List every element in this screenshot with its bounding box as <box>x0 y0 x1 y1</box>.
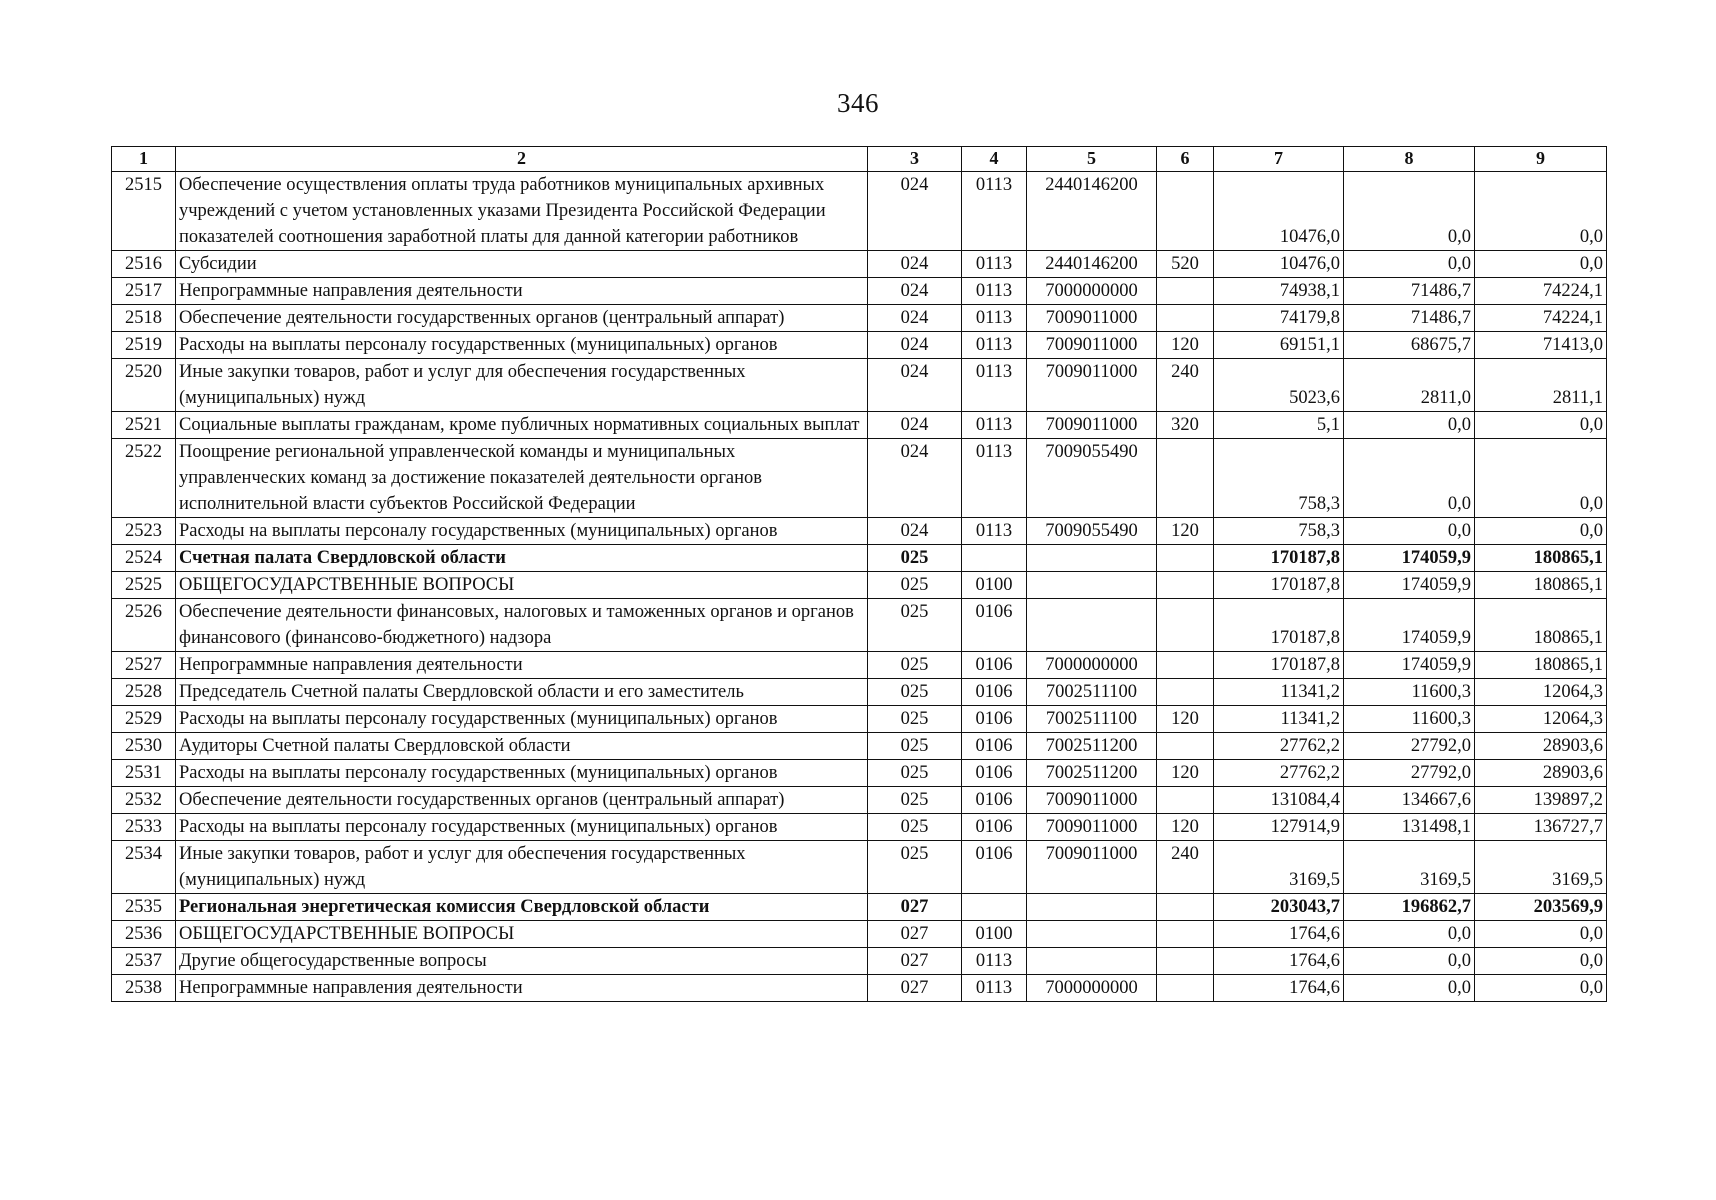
row-col-7: 170187,8 <box>1214 572 1344 599</box>
row-col-5: 7009011000 <box>1027 305 1157 332</box>
row-col-6: 120 <box>1157 518 1214 545</box>
row-col-5: 7009011000 <box>1027 332 1157 359</box>
table-row <box>112 599 1607 652</box>
row-name: ОБЩЕГОСУДАРСТВЕННЫЕ ВОПРОСЫ <box>176 921 868 948</box>
row-col-4: 0113 <box>962 518 1027 545</box>
row-col-8: 11600,3 <box>1344 706 1475 733</box>
row-col-6 <box>1157 278 1214 305</box>
row-col-5 <box>1027 599 1157 652</box>
row-col-9: 0,0 <box>1475 412 1607 439</box>
row-col-3: 025 <box>868 679 962 706</box>
row-col-6 <box>1157 305 1214 332</box>
row-col-3: 025 <box>868 599 962 652</box>
row-col-4: 0100 <box>962 572 1027 599</box>
row-col-9: 180865,1 <box>1475 572 1607 599</box>
row-name: Расходы на выплаты персоналу государственных (муниципальных) органов <box>176 518 868 545</box>
table-header-row <box>112 147 1607 172</box>
row-number: 2517 <box>112 278 176 305</box>
row-number: 2538 <box>112 975 176 1002</box>
row-number: 2528 <box>112 679 176 706</box>
row-col-8: 3169,5 <box>1344 841 1475 894</box>
row-col-3: 024 <box>868 518 962 545</box>
row-name: Иные закупки товаров, работ и услуг для обеспечения государственных (муниципальных) нужд <box>176 359 868 412</box>
row-col-6 <box>1157 599 1214 652</box>
row-col-8: 196862,7 <box>1344 894 1475 921</box>
row-col-4: 0113 <box>962 359 1027 412</box>
row-col-7: 5,1 <box>1214 412 1344 439</box>
row-col-4: 0113 <box>962 305 1027 332</box>
row-col-4: 0113 <box>962 172 1027 251</box>
table-row <box>112 278 1607 305</box>
row-col-3: 024 <box>868 278 962 305</box>
table-row <box>112 948 1607 975</box>
row-number: 2536 <box>112 921 176 948</box>
row-col-7: 10476,0 <box>1214 251 1344 278</box>
row-col-4: 0106 <box>962 787 1027 814</box>
row-col-9: 74224,1 <box>1475 305 1607 332</box>
row-name: Региональная энергетическая комиссия Свердловской области <box>176 894 868 921</box>
row-number: 2520 <box>112 359 176 412</box>
row-col-9: 0,0 <box>1475 251 1607 278</box>
row-col-7: 74938,1 <box>1214 278 1344 305</box>
row-col-5: 7009011000 <box>1027 841 1157 894</box>
row-number: 2535 <box>112 894 176 921</box>
row-col-5 <box>1027 545 1157 572</box>
row-col-9: 0,0 <box>1475 921 1607 948</box>
row-col-6 <box>1157 733 1214 760</box>
header-col-2: 2 <box>176 147 868 172</box>
page-number: 346 <box>837 88 879 118</box>
row-col-6: 240 <box>1157 841 1214 894</box>
row-col-3: 024 <box>868 359 962 412</box>
row-col-5 <box>1027 921 1157 948</box>
row-col-6: 240 <box>1157 359 1214 412</box>
row-col-7: 170187,8 <box>1214 599 1344 652</box>
row-col-8: 0,0 <box>1344 975 1475 1002</box>
row-col-7: 11341,2 <box>1214 706 1344 733</box>
row-col-9: 12064,3 <box>1475 706 1607 733</box>
row-col-8: 71486,7 <box>1344 305 1475 332</box>
row-col-9: 74224,1 <box>1475 278 1607 305</box>
row-col-6: 120 <box>1157 760 1214 787</box>
row-col-3: 025 <box>868 706 962 733</box>
row-col-4: 0113 <box>962 439 1027 518</box>
row-name: Обеспечение деятельности государственных органов (центральный аппарат) <box>176 787 868 814</box>
row-col-7: 5023,6 <box>1214 359 1344 412</box>
row-col-8: 0,0 <box>1344 439 1475 518</box>
table-row <box>112 572 1607 599</box>
row-col-4: 0113 <box>962 332 1027 359</box>
row-number: 2534 <box>112 841 176 894</box>
row-col-3: 024 <box>868 251 962 278</box>
row-col-3: 025 <box>868 652 962 679</box>
row-col-7: 10476,0 <box>1214 172 1344 251</box>
row-col-4: 0106 <box>962 760 1027 787</box>
table-row <box>112 679 1607 706</box>
row-col-6: 120 <box>1157 814 1214 841</box>
row-number: 2524 <box>112 545 176 572</box>
header-col-3: 3 <box>868 147 962 172</box>
row-col-9: 0,0 <box>1475 518 1607 545</box>
row-col-5 <box>1027 572 1157 599</box>
row-number: 2515 <box>112 172 176 251</box>
row-col-8: 174059,9 <box>1344 545 1475 572</box>
row-col-3: 024 <box>868 332 962 359</box>
row-col-7: 11341,2 <box>1214 679 1344 706</box>
row-col-4: 0113 <box>962 975 1027 1002</box>
row-col-9: 71413,0 <box>1475 332 1607 359</box>
row-name: Поощрение региональной управленческой команды и муниципальных управленческих команд за достижение показателей деятельности органов исполнительной власти субъектов Российской Федерации <box>176 439 868 518</box>
header-col-1: 1 <box>112 147 176 172</box>
row-name: Расходы на выплаты персоналу государственных (муниципальных) органов <box>176 332 868 359</box>
row-col-7: 203043,7 <box>1214 894 1344 921</box>
row-col-5 <box>1027 894 1157 921</box>
row-name: Субсидии <box>176 251 868 278</box>
row-name: Другие общегосударственные вопросы <box>176 948 868 975</box>
row-col-8: 174059,9 <box>1344 599 1475 652</box>
row-col-3: 025 <box>868 760 962 787</box>
row-col-3: 025 <box>868 733 962 760</box>
table-row <box>112 172 1607 251</box>
header-col-9: 9 <box>1475 147 1607 172</box>
row-col-8: 27792,0 <box>1344 733 1475 760</box>
row-col-5: 7000000000 <box>1027 278 1157 305</box>
row-col-4: 0106 <box>962 599 1027 652</box>
row-col-5: 2440146200 <box>1027 172 1157 251</box>
header-col-6: 6 <box>1157 147 1214 172</box>
row-name: Непрограммные направления деятельности <box>176 652 868 679</box>
row-col-3: 027 <box>868 894 962 921</box>
header-col-4: 4 <box>962 147 1027 172</box>
row-col-4: 0113 <box>962 251 1027 278</box>
row-col-5: 7002511100 <box>1027 679 1157 706</box>
row-col-7: 1764,6 <box>1214 921 1344 948</box>
table-row <box>112 894 1607 921</box>
row-name: Расходы на выплаты персоналу государственных (муниципальных) органов <box>176 814 868 841</box>
table-row <box>112 359 1607 412</box>
row-col-6 <box>1157 439 1214 518</box>
header-col-5: 5 <box>1027 147 1157 172</box>
row-name: Непрограммные направления деятельности <box>176 975 868 1002</box>
row-number: 2523 <box>112 518 176 545</box>
row-col-9: 28903,6 <box>1475 760 1607 787</box>
row-col-4: 0106 <box>962 679 1027 706</box>
row-col-7: 127914,9 <box>1214 814 1344 841</box>
row-col-6 <box>1157 679 1214 706</box>
row-col-3: 027 <box>868 921 962 948</box>
row-col-3: 025 <box>868 841 962 894</box>
row-col-7: 3169,5 <box>1214 841 1344 894</box>
row-col-4: 0106 <box>962 652 1027 679</box>
row-col-9: 2811,1 <box>1475 359 1607 412</box>
table-row <box>112 760 1607 787</box>
row-col-6: 320 <box>1157 412 1214 439</box>
row-name: Счетная палата Свердловской области <box>176 545 868 572</box>
row-name: Обеспечение деятельности финансовых, налоговых и таможенных органов и органов финансового (финансово-бюджетного) надзора <box>176 599 868 652</box>
row-col-7: 170187,8 <box>1214 545 1344 572</box>
row-col-3: 025 <box>868 787 962 814</box>
row-col-5: 7002511100 <box>1027 706 1157 733</box>
row-col-9: 136727,7 <box>1475 814 1607 841</box>
row-col-5: 7009011000 <box>1027 412 1157 439</box>
row-col-3: 027 <box>868 975 962 1002</box>
row-col-7: 27762,2 <box>1214 733 1344 760</box>
row-col-7: 1764,6 <box>1214 975 1344 1002</box>
row-col-7: 74179,8 <box>1214 305 1344 332</box>
row-col-9: 12064,3 <box>1475 679 1607 706</box>
row-col-9: 0,0 <box>1475 439 1607 518</box>
row-col-3: 024 <box>868 172 962 251</box>
row-name: Аудиторы Счетной палаты Свердловской области <box>176 733 868 760</box>
row-name: Председатель Счетной палаты Свердловской области и его заместитель <box>176 679 868 706</box>
table-row <box>112 706 1607 733</box>
table-row <box>112 652 1607 679</box>
row-number: 2522 <box>112 439 176 518</box>
row-name: Обеспечение деятельности государственных органов (центральный аппарат) <box>176 305 868 332</box>
row-col-5: 2440146200 <box>1027 251 1157 278</box>
table-body <box>112 172 1607 1002</box>
row-col-4: 0106 <box>962 706 1027 733</box>
row-col-9: 0,0 <box>1475 975 1607 1002</box>
row-col-8: 27792,0 <box>1344 760 1475 787</box>
table-row <box>112 733 1607 760</box>
row-name: Социальные выплаты гражданам, кроме публичных нормативных социальных выплат <box>176 412 868 439</box>
row-col-9: 180865,1 <box>1475 545 1607 572</box>
row-col-9: 180865,1 <box>1475 599 1607 652</box>
row-col-5: 7000000000 <box>1027 652 1157 679</box>
row-number: 2527 <box>112 652 176 679</box>
row-col-9: 28903,6 <box>1475 733 1607 760</box>
row-col-5: 7002511200 <box>1027 733 1157 760</box>
row-col-4: 0113 <box>962 278 1027 305</box>
row-col-9: 180865,1 <box>1475 652 1607 679</box>
row-col-8: 11600,3 <box>1344 679 1475 706</box>
row-col-9: 203569,9 <box>1475 894 1607 921</box>
row-number: 2530 <box>112 733 176 760</box>
table-row <box>112 332 1607 359</box>
row-col-7: 170187,8 <box>1214 652 1344 679</box>
row-name: Расходы на выплаты персоналу государственных (муниципальных) органов <box>176 706 868 733</box>
row-col-5: 7009011000 <box>1027 814 1157 841</box>
row-number: 2518 <box>112 305 176 332</box>
table-row <box>112 841 1607 894</box>
row-col-8: 0,0 <box>1344 921 1475 948</box>
row-col-7: 27762,2 <box>1214 760 1344 787</box>
table-row <box>112 921 1607 948</box>
row-col-7: 131084,4 <box>1214 787 1344 814</box>
row-col-6 <box>1157 948 1214 975</box>
row-col-6: 120 <box>1157 706 1214 733</box>
row-col-6 <box>1157 652 1214 679</box>
row-col-3: 024 <box>868 305 962 332</box>
row-col-7: 758,3 <box>1214 518 1344 545</box>
row-col-8: 0,0 <box>1344 412 1475 439</box>
row-name: Обеспечение осуществления оплаты труда работников муниципальных архивных учреждений с учетом установленных указами Президента Российской Федерации показателей соотношения заработной платы для данной категории работников <box>176 172 868 251</box>
table-row <box>112 412 1607 439</box>
row-col-3: 025 <box>868 814 962 841</box>
row-col-7: 758,3 <box>1214 439 1344 518</box>
row-col-9: 0,0 <box>1475 948 1607 975</box>
row-col-3: 027 <box>868 948 962 975</box>
row-number: 2519 <box>112 332 176 359</box>
row-col-6 <box>1157 172 1214 251</box>
table-row <box>112 814 1607 841</box>
row-col-4: 0100 <box>962 921 1027 948</box>
table-row <box>112 518 1607 545</box>
row-col-5: 7009011000 <box>1027 787 1157 814</box>
row-col-7: 69151,1 <box>1214 332 1344 359</box>
row-col-8: 0,0 <box>1344 518 1475 545</box>
row-col-5: 7009055490 <box>1027 518 1157 545</box>
row-number: 2526 <box>112 599 176 652</box>
table-row <box>112 545 1607 572</box>
row-col-8: 0,0 <box>1344 948 1475 975</box>
row-name: Непрограммные направления деятельности <box>176 278 868 305</box>
row-col-4: 0106 <box>962 841 1027 894</box>
row-col-6 <box>1157 921 1214 948</box>
row-number: 2537 <box>112 948 176 975</box>
row-col-6 <box>1157 975 1214 1002</box>
row-col-8: 71486,7 <box>1344 278 1475 305</box>
row-col-8: 174059,9 <box>1344 652 1475 679</box>
row-name: Расходы на выплаты персоналу государственных (муниципальных) органов <box>176 760 868 787</box>
row-col-6 <box>1157 545 1214 572</box>
row-number: 2525 <box>112 572 176 599</box>
row-col-8: 0,0 <box>1344 172 1475 251</box>
row-col-4 <box>962 894 1027 921</box>
row-col-8: 68675,7 <box>1344 332 1475 359</box>
row-col-4: 0106 <box>962 814 1027 841</box>
header-col-7: 7 <box>1214 147 1344 172</box>
budget-table <box>111 146 1607 1002</box>
row-col-9: 0,0 <box>1475 172 1607 251</box>
row-name: Иные закупки товаров, работ и услуг для обеспечения государственных (муниципальных) нужд <box>176 841 868 894</box>
table-row <box>112 439 1607 518</box>
table-row <box>112 787 1607 814</box>
row-col-6 <box>1157 572 1214 599</box>
row-col-5: 7000000000 <box>1027 975 1157 1002</box>
row-col-5: 7002511200 <box>1027 760 1157 787</box>
row-col-5: 7009011000 <box>1027 359 1157 412</box>
row-number: 2533 <box>112 814 176 841</box>
row-number: 2516 <box>112 251 176 278</box>
row-col-5: 7009055490 <box>1027 439 1157 518</box>
row-col-8: 174059,9 <box>1344 572 1475 599</box>
row-col-7: 1764,6 <box>1214 948 1344 975</box>
row-col-3: 024 <box>868 439 962 518</box>
row-col-4 <box>962 545 1027 572</box>
row-col-4: 0106 <box>962 733 1027 760</box>
row-col-8: 131498,1 <box>1344 814 1475 841</box>
header-col-8: 8 <box>1344 147 1475 172</box>
row-col-6: 520 <box>1157 251 1214 278</box>
row-number: 2529 <box>112 706 176 733</box>
row-col-3: 025 <box>868 572 962 599</box>
row-col-4: 0113 <box>962 412 1027 439</box>
row-col-4: 0113 <box>962 948 1027 975</box>
row-col-5 <box>1027 948 1157 975</box>
row-name: ОБЩЕГОСУДАРСТВЕННЫЕ ВОПРОСЫ <box>176 572 868 599</box>
row-col-8: 2811,0 <box>1344 359 1475 412</box>
row-number: 2531 <box>112 760 176 787</box>
row-col-8: 0,0 <box>1344 251 1475 278</box>
row-col-9: 139897,2 <box>1475 787 1607 814</box>
table-row <box>112 305 1607 332</box>
row-col-9: 3169,5 <box>1475 841 1607 894</box>
row-number: 2521 <box>112 412 176 439</box>
table-row <box>112 975 1607 1002</box>
row-col-3: 025 <box>868 545 962 572</box>
table-row <box>112 251 1607 278</box>
row-col-3: 024 <box>868 412 962 439</box>
row-col-6: 120 <box>1157 332 1214 359</box>
row-number: 2532 <box>112 787 176 814</box>
row-col-6 <box>1157 894 1214 921</box>
row-col-6 <box>1157 787 1214 814</box>
row-col-8: 134667,6 <box>1344 787 1475 814</box>
